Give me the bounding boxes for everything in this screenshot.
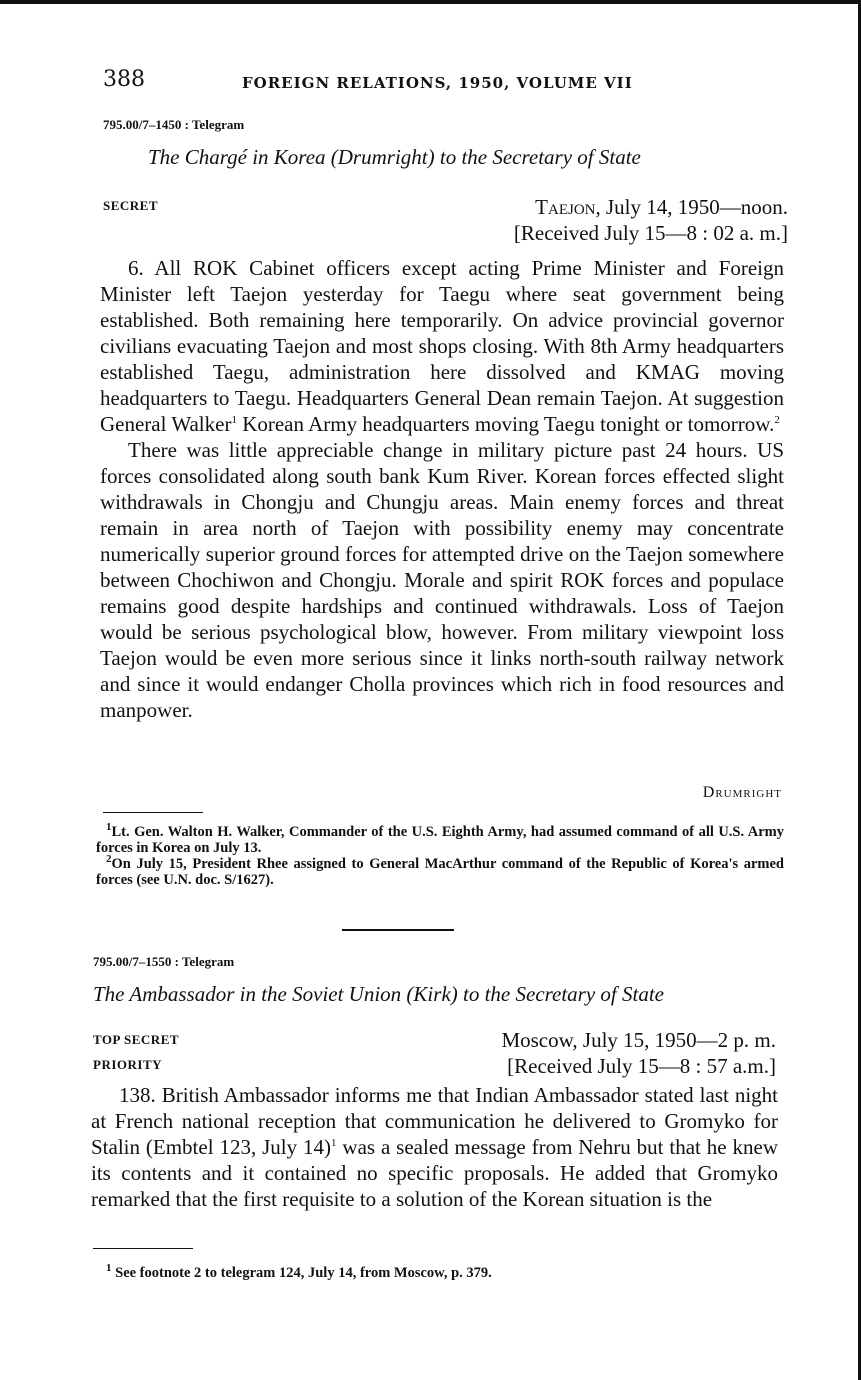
doc1-file-ref: 795.00/7–1450 : Telegram [103,117,245,132]
doc1-dateline-place: Taejon, [535,195,601,219]
doc1-classification: SECRET [103,198,159,213]
doc2-footnotes [96,1262,784,1281]
doc2-footnote-rule [93,1248,193,1249]
doc2-classification-1: TOP SECRET [93,1032,180,1047]
doc2-footnote-1: $^1$ See footnote 2 to telegram 124, July 14, from Moscow, p. 379. [106,1262,492,1281]
doc1-dateline [535,195,788,220]
doc1-dateline-rest: July 14, 1950—noon. [600,195,788,219]
page-top-edge [0,0,861,4]
doc1-body [100,255,784,723]
doc1-signature: Drumright [702,784,782,801]
doc2-fn1-ref: 1 [331,1137,337,1149]
doc1-paragraph-2: There was little appreciable change in military picture past 24 hours. US forces consolidated along south bank Kum River. Korean forces effected slight withdrawals in Chongju and Chungju areas. Main enemy forces and threat remain in area north of Taejon with possibility enemy may concentrate numerically superior ground forces for attempted drive on the Taejon somewhere between Chochiwon and Chongju. Morale and spirit ROK forces and populace remains good despite hardships and continued withdrawals. Loss of Taejon would be serious psychological blow, however. From military viewpoint loss Taejon would be even more serious since it links north-south railway network and since it would endanger Cholla provinces which rich in food resources and manpower. [100,438,784,722]
doc1-footnotes [96,821,784,888]
doc1-footnote-rule [103,812,203,813]
section-separator [342,929,454,931]
doc1-footnote-1: $^1$Lt. Gen. Walton H. Walker, Commander of the U.S. Eighth Army, had assumed command of all U.S. Army forces in Korea on July 13. [96,821,784,856]
running-head: FOREIGN RELATIONS, 1950, VOLUME VII [242,74,633,92]
doc1-paragraph-1: 6. All ROK Cabinet officers except acting Prime Minister and Foreign Minister left Taejon yesterday for Taegu where seat government being established. Both remaining here temporarily. On advice provincial governor civilians evacuating Taejon and most shops closing. With 8th Army headquarters established Taegu, administration here dissolved and KMAG moving headquarters to Taegu. Headquarters General Dean remain Taejon. At suggestion General Walker$^1$ Korean Army headquarters moving Taegu tonight or tomorrow.$^2$ [100,256,784,436]
doc1-title: The Chargé in Korea (Drumright) to the Secretary of State [148,145,641,169]
doc2-classification-2: PRIORITY [93,1057,163,1072]
doc1-fn2-ref: 2 [774,414,780,426]
doc1-received: [Received July 15—8 : 02 a. m.] [513,221,788,245]
doc2-body [91,1082,778,1212]
doc2-dateline: Moscow, July 15, 1950—2 p. m. [501,1028,776,1052]
doc1-footnote-2: $^2$On July 15, President Rhee assigned to General MacArthur command of the Republic of Korea's armed forces (see U.N. doc. S/1627). [96,853,784,888]
doc2-received: [Received July 15—8 : 57 a.m.] [507,1054,776,1078]
doc2-title: The Ambassador in the Soviet Union (Kirk) to the Secretary of State [93,982,664,1006]
doc2-paragraph-1: 138. British Ambassador informs me that Indian Ambassador stated last night at French national reception that communication he delivered to Gromyko for Stalin (Embtel 123, July 14)$^1$ was a sealed message from Nehru but that he knew its contents and it contained no specific proposals. He added that Gromyko remarked that the first requisite to a solution of the Korean situation is the [91,1083,778,1211]
doc1-fn1-ref: 1 [231,414,237,426]
doc2-file-ref: 795.00/7–1550 : Telegram [93,954,235,969]
page-number: 388 [103,67,145,92]
